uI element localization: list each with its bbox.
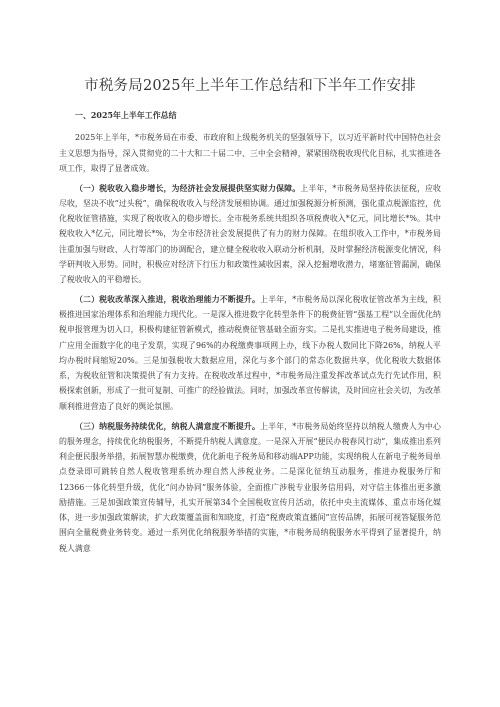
paragraph-body: 上半年，*市税务局坚持依法征税，应收尽收，坚决不收“过头税”，确保税收收入与经济发展相协调。通过加强税源分析预测，强化重点税源监控，优化税收征管措施，实现了税收收入的稳步增长。全市税务系统共组织各项税费收入*亿元，同比增长*%。其中税收收入*亿元，同比增长*%，为全市经济社会发展提供了有力的财力保障。在组织收入工作中，*市税务局注重加强与财政、人行等部门的协调配合，建立健全税收收入联动分析机制，及时掌握经济税源变化情况，科学研判收入形势。同时，积极应对经济下行压力和政策性减收因素，深入挖掘增收潜力，堵塞征管漏洞，确保了税收收入的平稳增长。 bbox=[59, 183, 441, 285]
paragraph-body: 上半年，*市税务局始终坚持以纳税人缴费人为中心的服务理念，持续优化纳税服务，不断提升纳税人满意度。一是深入开展“便民办税春风行动”，集成推出系列利企便民服务举措，拓展智慧办税缴费，优化新电子税务局和移动端APP功能，实现纳税人在新电子税务局单点登录即可跳转自然人税收管理系统办理自然人涉税业务。二是深化征纳互动服务，推进办税服务厅和12366一体化转型升级，优化“问办协同”服务体验，全面推广涉税专业服务信用码，对守信主体推出更多激励措施。三是加强政策宣传辅导，扎实开展第34个全国税收宣传月活动，依托中央主流媒体、重点市场化媒体，进一步加强政策解读，扩大政策覆盖面和知晓度，打造“税费政策直播间”宣传品牌，拓展可视答疑服务范围向全量税费业务转变。通过一系列优化纳税服务举措的实施，*市税务局纳税服务水平得到了显著提升，纳税人满意 bbox=[59, 421, 441, 553]
intro-paragraph: 2025年上半年，*市税务局在市委、市政府和上级税务机关的坚强领导下，以习近平新时代中国特色社会主义思想为指导，深入贯彻党的二十大和二十届二中、三中全会精神，紧紧围绕税收现代化目标，扎实推进各项工作，取得了显著成效。 bbox=[59, 133, 441, 173]
paragraph-revenue bbox=[59, 181, 441, 288]
paragraph-lead: （一）税收收入稳步增长，为经济社会发展提供坚实财力保障。 bbox=[75, 183, 301, 193]
paragraph-body: 上半年，*市税务局以深化税收征管改革为主线，积极推进国家治理体系和治理能力现代化。一是深入推进数字化转型条件下的税费征管“强基工程”以全面优化纳税申报管理为切入口，积极构建征管新模式，推动税费征管基础全面夯实。二是扎实推进电子税务局建设，推广应用全面数字化的电子发票，实现了96%的办税缴费事项网上办，线下办税人数同比下降26%，纳税人平均办税时间缩短20%。三是加强税收大数据应用，深化与多个部门的常态化数据共享，优化税收大数据体系，为税收征管和决策提供了有力支持。在税收改革过程中，*市税务局注重发挥改革试点先行先试作用，积极探索创新，形成了一批可复制、可推广的经验做法。同时，加强改革宣传解读，及时回应社会关切，为改革顺利推进营造了良好的舆论氛围。 bbox=[59, 294, 441, 411]
paragraph-service bbox=[59, 419, 441, 556]
paragraph-lead: （二）税收改革深入推进，税收治理能力不断提升。 bbox=[75, 294, 261, 304]
paragraph-lead: （三）纳税服务持续优化，纳税人满意度不断提升。 bbox=[75, 421, 261, 431]
section-heading: 一、2025年上半年工作总结 bbox=[75, 111, 177, 120]
document-body bbox=[59, 108, 441, 560]
paragraph-reform bbox=[59, 292, 441, 414]
document-title: 市税务局2025年上半年工作总结和下半年工作安排 bbox=[84, 78, 416, 94]
